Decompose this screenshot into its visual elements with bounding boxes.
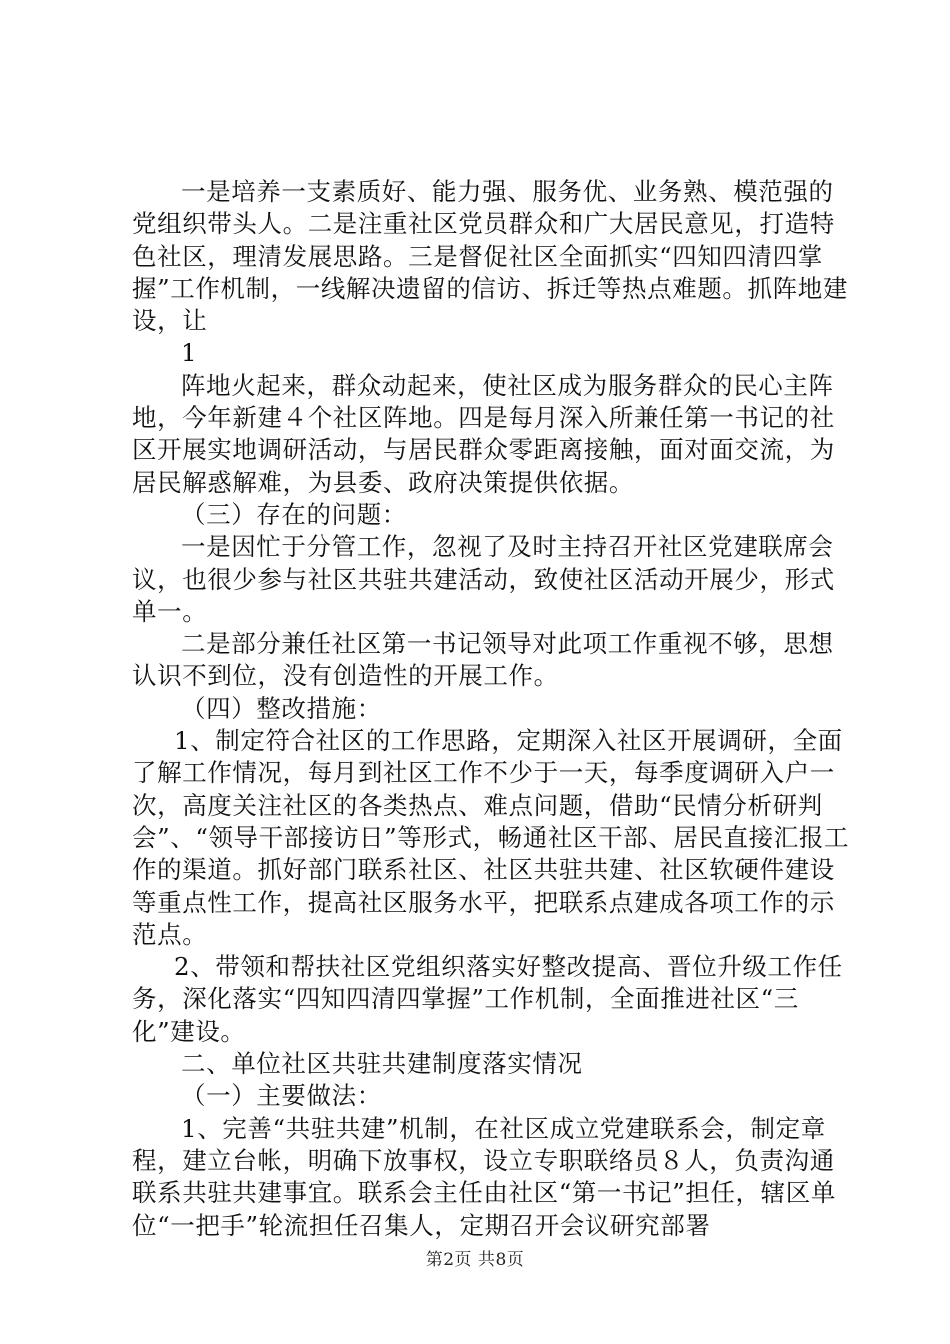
heading-main-practices: （一）主要做法： [181, 1081, 382, 1111]
paragraph-position: 阵地火起来，群众动起来，使社区成为服务群众的民心主阵地，今年新建４个社区阵地。四是每月深入所兼任第一书记的社区开展实地调研活动，与居民群众零距离接触，面对面交流，为居民解惑解难，为县委、政府决策提供依据。 [132, 370, 835, 497]
paragraph-measure-2: 2、带领和帮扶社区党组织落实好整改提高、晋位升级工作任务，深化落实“四知四清四掌握”工作机制，全面推进社区“三化”建设。 [132, 952, 843, 1046]
paragraph-problem-2: 二是部分兼任社区第一书记领导对此项工作重视不够，思想认识不到位，没有创造性的开展工作。 [132, 629, 834, 691]
page-marker: 1 [181, 338, 198, 368]
document-body [132, 176, 852, 1242]
heading-section-two: 二、单位社区共驻共建制度落实情况 [181, 1049, 583, 1079]
paragraph-practice-1: 1、完善“共驻共建”机制，在社区成立党建联系会，制定章程，建立台帐，明确下放事权，设立专职联络员８人，负责沟通联系共驻共建事宜。联系会主任由社区“第一书记”担任，辖区单位“一把手”轮流担任召集人，定期召开会议研究部署 [132, 1113, 836, 1240]
page-footer: 第2页 共8页 [425, 1250, 525, 1270]
paragraph-problem-1: 一是因忙于分管工作，忽视了及时主持召开社区党建联席会议，也很少参与社区共驻共建活动，致使社区活动开展少，形式单一。 [132, 532, 835, 626]
paragraph-measure-1: 1、制定符合社区的工作思路，定期深入社区开展调研，全面了解工作情况，每月到社区工作不少于一天，每季度调研入户一次，高度关注社区的各类热点、难点问题，借助“民情分析研判会”、“领导干部接访日”等形式，畅通社区干部、居民直接汇报工作的渠道。抓好部门联系社区、社区共驻共建、社区软硬件建设等重点性工作，提高社区服务水平，把联系点建成各项工作的示范点。 [132, 726, 850, 949]
heading-measures: （四）整改措施： [181, 693, 382, 723]
heading-problems: （三）存在的问题： [181, 499, 407, 529]
paragraph-intro: 一是培养一支素质好、能力强、服务优、业务熟、模范强的党组织带头人。二是注重社区党员群众和广大居民意见，打造特色社区，理清发展思路。三是督促社区全面抓实“四知四清四掌握”工作机制，一线解决遗留的信访、拆迁等热点难题。抓阵地建设，让 [132, 177, 848, 336]
